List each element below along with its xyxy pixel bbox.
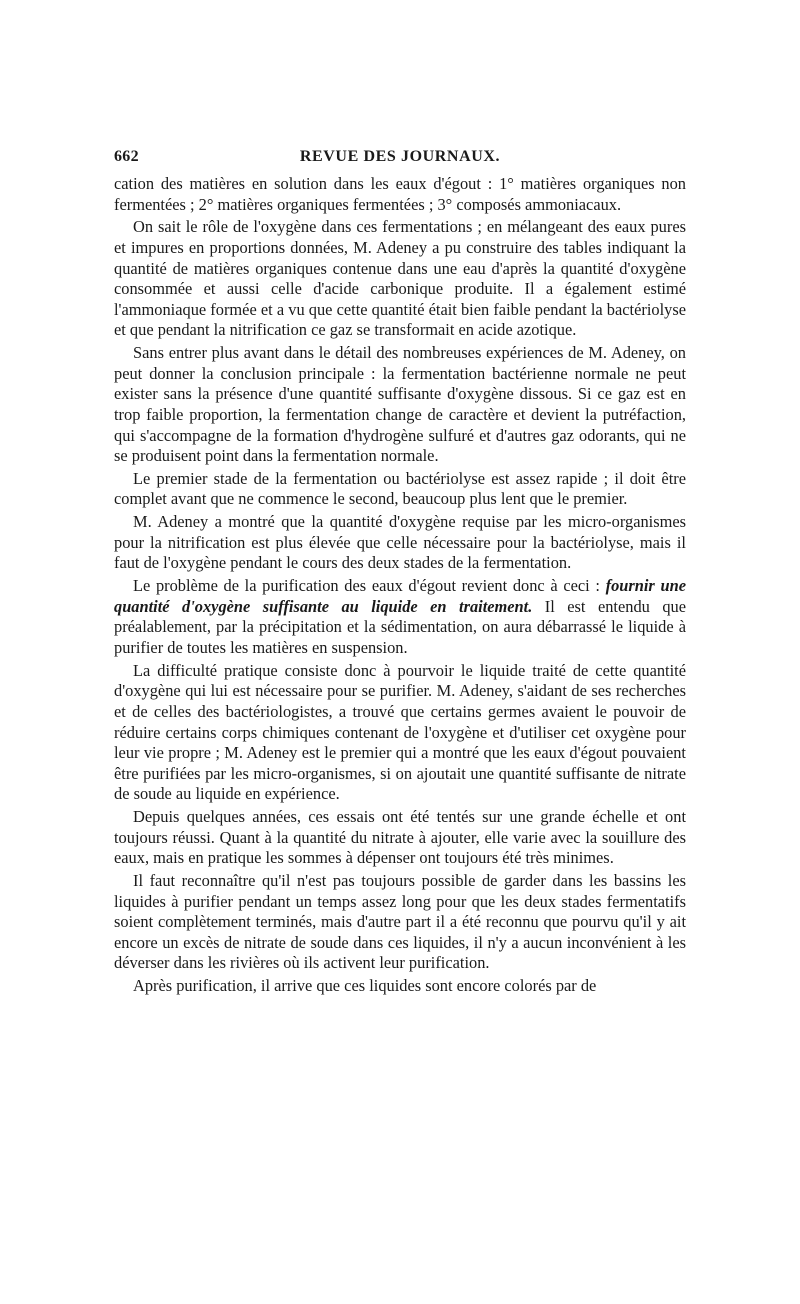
running-head (114, 148, 686, 174)
paragraph-continued: cation des matières en solution dans les eaux d'égout : 1° matières organiques non fermentées ; 2° matières organiques fermentées ; 3° composés ammoniacaux. (114, 174, 686, 214)
paragraph-large-scale-trials: Depuis quelques années, ces essais ont été tentés sur une grande échelle et ont toujours réussi. Quant à la quantité du nitrate à ajouter, elle varie avec la souillure des eaux, mais en pratique les sommes à dépenser ont toujours été très minimes. (114, 807, 686, 868)
running-title: REVUE DES JOURNAUX. (299, 148, 501, 165)
paragraph-main-conclusion: Sans entrer plus avant dans le détail des nombreuses expériences de M. Adeney, on peut donner la conclusion principale : la fermentation bactérienne normale ne peut exister sans la présence d'une quantité suffisante d'oxygène dissous. Si ce gaz est en trop faible proportion, la fermentation change de caractère et devient la putréfaction, qui s'accompagne de la formation d'hydrogène sulfuré et d'autres gaz odorants, qui ne se produisent point dans la fermentation normale. (114, 343, 686, 466)
problem-text-after: Il est entendu que préalablement, par la précipitation et la sédimentation, on aura débarrassé le liquide à purifier de toutes les matières en suspension. (114, 596, 686, 657)
problem-text-before: Le problème de la purification des eaux d'égout revient donc à ceci : (133, 576, 606, 596)
article-body (114, 174, 686, 997)
paragraph-purification-problem (114, 576, 686, 658)
journal-page (114, 148, 686, 999)
paragraph-nitrification: M. Adeney a montré que la quantité d'oxygène requise par les micro-organismes pour la nitrification est plus élevée que celle nécessaire pour la bactériolyse, mais il faut de l'oxygène pendant le cours des deux stades de la fermentation. (114, 512, 686, 573)
paragraph-oxygen-role: On sait le rôle de l'oxygène dans ces fermentations ; en mélangeant des eaux pures et impures en proportions données, M. Adeney a pu construire des tables indiquant la quantité de matières organiques contenue dans une eau d'après la quantité d'oxygène consommée et aussi celle d'acide carbonique produite. Il a également estimé l'ammoniaque formée et a vu que cette quantité était bien faible pendant la bactériolyse et que pendant la nitrification ce gaz se transformait en acide azotique. (114, 217, 686, 340)
paragraph-fermentative-stages: Il faut reconnaître qu'il n'est pas toujours possible de garder dans les bassins les liquides à purifier pendant un temps assez long pour que les deux stades fermentatifs soient complètement terminés, mais d'autre part il a été reconnu que pourvu qu'il y ait encore un excès de nitrate de soude dans ces liquides, il n'y a aucun inconvénient à les déverser dans les rivières où ils activent leur purification. (114, 871, 686, 973)
paragraph-after-purification: Après purification, il arrive que ces liquides sont encore colorés par de (133, 976, 597, 996)
paragraph-practical-difficulty: La difficulté pratique consiste donc à pourvoir le liquide traité de cette quantité d'oxygène qui lui est nécessaire pour se purifier. M. Adeney, s'aidant de ses recherches et de celles des bactériologistes, a trouvé que certains germes avaient le pouvoir de réduire certains corps chimiques contenant de l'oxygène et d'utiliser cet oxygène pour leur vie propre ; M. Adeney est le premier qui a montré que les eaux d'égout pouvaient être purifiées par les micro-organismes, si on ajoutait une quantité suffisante de nitrate de soude au liquide en expérience. (114, 660, 686, 804)
paragraph-first-stage: Le premier stade de la fermentation ou bactériolyse est assez rapide ; il doit être complet avant que ne commence le second, beaucoup plus lent que le premier. (114, 468, 686, 509)
page-number: 662 (114, 148, 139, 165)
problem-emphasis: fournir une quantité d'oxygène suffisante au liquide en traitement. (114, 576, 686, 616)
